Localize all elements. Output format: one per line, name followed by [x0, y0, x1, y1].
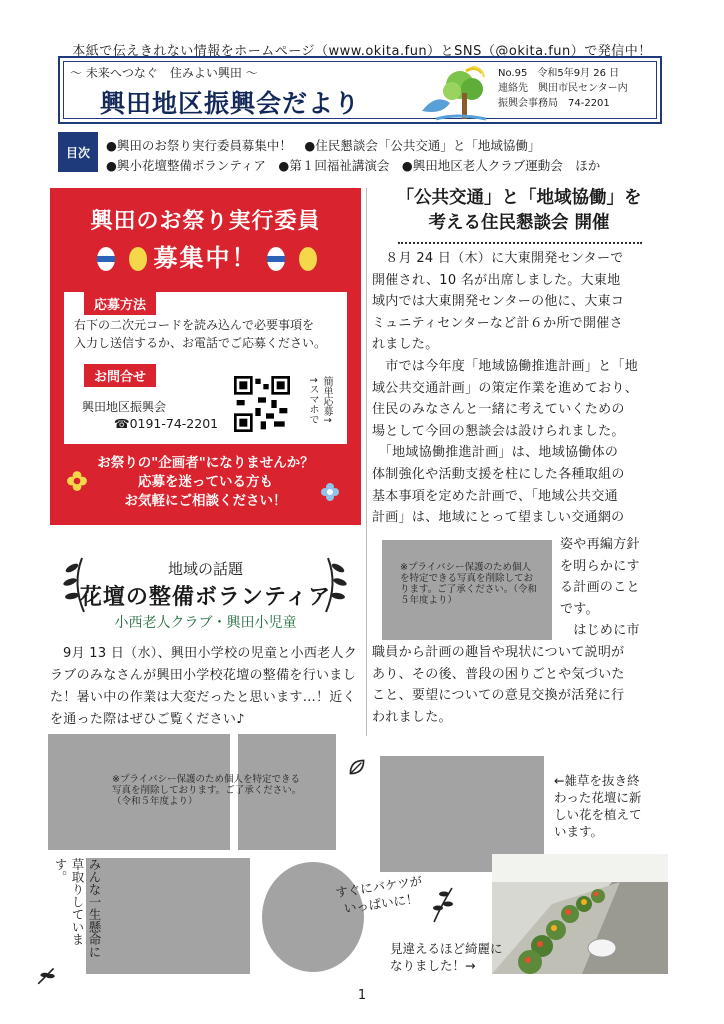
council-body-narrow: [560, 534, 666, 642]
council-title: [372, 186, 666, 236]
council-line: を明らかにす: [560, 558, 640, 574]
sprig-doodle-icon-2: [36, 964, 58, 986]
top-notice: 本紙で伝えきれない情報をホームページ（www.okita.fun）とSNS（@okita.fun）で発信中！: [72, 44, 652, 59]
toc-line-2: ●興小花壇整備ボランティア ●第１回福祉講演会 ●興田地区老人クラブ運動会 ほか: [106, 158, 601, 173]
apply-method-label: 応募方法: [84, 292, 156, 315]
festival-title-line1: 興田のお祭り実行委員: [90, 209, 321, 234]
festival-footer-line-3: お気軽にご相談ください！: [124, 493, 287, 509]
flower-icon-blue: [320, 482, 340, 502]
contact-line-1: 連絡先 興田市民センター内: [498, 83, 628, 94]
festival-info-panel: [64, 292, 347, 444]
contact-label: お問合せ: [84, 364, 156, 387]
apply-method-text: [74, 316, 326, 352]
festival-footer-line-1: お祭りの"企画者"になりませんか？: [97, 455, 314, 471]
toc-line-1: ●興田のお祭り実行委員募集中！ ●住民懇談会「公共交通」と「地域協働」: [106, 138, 541, 153]
council-line: ８月 24 日（木）に大東開発センターで: [372, 251, 624, 266]
page-number: 1: [357, 988, 367, 1003]
masthead-title: 興田地区振興会だより: [100, 89, 361, 118]
apply-text-line-1: 右下の二次元コードを読み込んで必要事項を: [74, 318, 315, 332]
council-line: れました。: [372, 337, 439, 353]
leaf-doodle-icon: [346, 756, 368, 778]
issue-number: No.95 令和5年9月 26 日: [498, 68, 620, 79]
contact-phone: ☎0191-74-2201: [114, 416, 219, 431]
masthead: [58, 56, 662, 124]
flower-icon: [66, 470, 88, 492]
qr-code-icon[interactable]: [234, 376, 290, 432]
festival-recruit-box: [50, 188, 361, 525]
council-line: です。: [560, 601, 599, 617]
flower-article-header: [50, 548, 361, 638]
council-line: 住民のみなさんと一緒に考えていくための: [372, 402, 625, 418]
issue-info: [498, 66, 628, 111]
council-line: る計画のこと: [560, 580, 640, 596]
caption-new-flowers: ←雑草を抜き終わった花壇に新しい花を植えています。: [554, 773, 642, 839]
festival-footer: [50, 454, 361, 511]
council-title-line-1: 「公共交通」と「地域協働」を: [396, 188, 642, 208]
qr-side-text-2: 簡単応募↑: [321, 376, 332, 425]
council-photo-placeholder: [382, 540, 552, 640]
council-title-line-2: 考える住民懇談会 開催: [428, 213, 610, 233]
qr-side-text-1: ↑スマホで: [307, 376, 318, 425]
council-line: 域公共交通計画」の策定作業を進めており、: [372, 380, 639, 396]
flower-subtitle: 小西老人クラブ・興田小児童: [114, 615, 297, 631]
sprig-doodle-icon: [428, 884, 458, 924]
festival-title-line2: 募集中！: [153, 244, 258, 272]
council-line: 基本事項を定めた計画で、「地域公共交通: [372, 488, 618, 504]
council-line: こと、要望についての意見交換が活発に行: [372, 688, 625, 704]
flower-photo-note: ※プライバシー保護のため個人を特定できる写真を削除しております。ご了承ください。（令和５年度より）: [112, 774, 302, 807]
flower-bed-photo: [492, 854, 668, 974]
council-line: はじめに市: [560, 623, 640, 639]
contact-org: 興田地区振興会: [82, 400, 167, 414]
photo-placeholder-3: [86, 858, 250, 974]
council-line: 市では今年度「地域協働推進計画」と「地: [372, 358, 639, 374]
tree-bird-logo-icon: [416, 63, 496, 123]
council-line: ミュニティセンターなど計６か所で開催さ: [372, 315, 623, 331]
photo-placeholder-circle: [262, 862, 364, 972]
council-line: 計画」は、地域にとって望ましい交通網の: [372, 510, 625, 526]
caption-everyone-weeding: みんな一生懸命に草取りしています。: [53, 858, 102, 958]
lantern-icon: [88, 242, 324, 276]
flower-article-body: 9月 13 日（水）、興田小学校の児童と小西老人クラブのみなさんが興田小学校花壇の整備を行いました！暑い中の作業は大変だったと思います…！近くを通った際はぜひご覧ください♪: [50, 646, 358, 727]
council-body-tail: [372, 642, 666, 728]
column-separator: [366, 188, 367, 736]
masthead-tagline: 〜 未来へつなぐ 住みよい興田 〜: [70, 66, 258, 80]
flower-title: 花壇の整備ボランティア: [79, 585, 332, 610]
caption-bucket-full: すぐにバケツがいっぱいに！: [334, 873, 424, 917]
council-line: 体制強化や活動支援を柱にした各種取組の: [372, 466, 625, 482]
council-line: 「地域協働推進計画」は、地域協働体の: [372, 445, 619, 461]
council-line: 開催され、10 名が出席しました。大東地: [372, 272, 621, 288]
toc-badge: 目次: [58, 132, 98, 172]
council-line: 姿や再編方針: [560, 537, 640, 552]
festival-footer-line-2: 応募を迷っている方も: [138, 474, 273, 490]
council-line: 職員から計画の趣旨や現状について説明が: [372, 645, 625, 660]
council-line: われました。: [372, 709, 452, 725]
council-line: あり、その後、普段の困りごとや気づいた: [372, 666, 625, 682]
apply-text-line-2: 入力し送信するか、お電話でご応募ください。: [74, 336, 327, 350]
council-title-underline: [398, 242, 642, 244]
contact-line-2: 振興会事務局 74-2201: [498, 98, 610, 109]
council-line: 場として今回の懇談会は設けられました。: [372, 423, 625, 439]
council-photo-note: ※プライバシー保護のため個人を特定できる写真を削除しております。ご了承ください。（令和５年度より）: [400, 562, 537, 606]
caption-so-pretty: 見違えるほど綺麗になりました！→: [390, 941, 503, 973]
council-line: 域内では大東開発センターの他に、大東コ: [372, 294, 625, 310]
council-body-top: [372, 248, 666, 529]
flower-kicker: 地域の話題: [167, 560, 243, 578]
